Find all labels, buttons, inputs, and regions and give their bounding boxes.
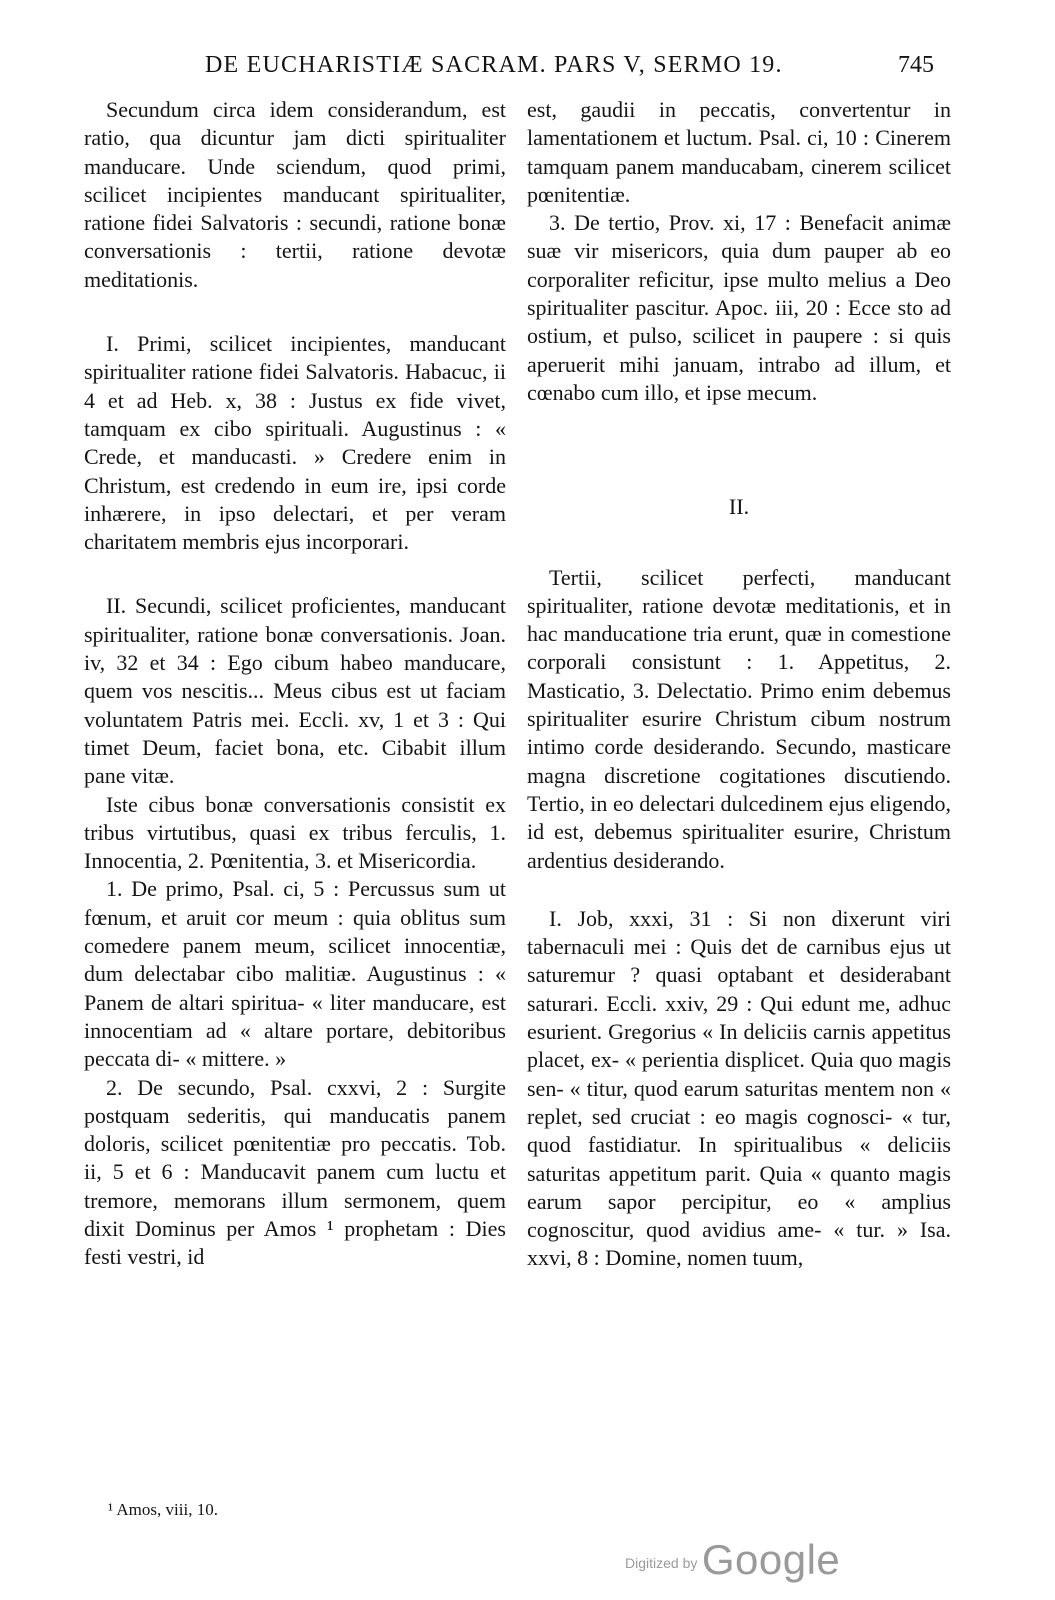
- paragraph: Secundum circa idem considerandum, est ratio, qua dicuntur jam dicti spiritualiter manducare. Unde sciendum, quod primi, scilicet incipientes manducant spiritualiter, ratione fidei Salvatoris : secundi, ratione bonæ conversationis : tertii, ratione devotæ meditationis.: [84, 97, 506, 292]
- left-column: [84, 96, 506, 1272]
- section-heading: II.: [728, 494, 750, 520]
- paragraph: Iste cibus bonæ conversationis consistit ex tribus virtutibus, quasi ex tribus ferculis, 1. Innocentia, 2. Pœnitentia, 3. et Misericordia.: [84, 791, 506, 874]
- paragraph: est, gaudii in peccatis, convertentur in lamentationem et luctum. Psal. ci, 10 : Cinerem tamquam panem manducabam, cinerem scilicet pœnitentiæ.: [527, 97, 951, 207]
- paragraph: I. Primi, scilicet incipientes, manducant spiritualiter ratione fidei Salvatoris. Habacuc, ii 4 et ad Heb. x, 38 : Justus ex fide vivet, tamquam ex cibo spirituali. Augustinus : « Crede, et manducasti. » Credere enim in Christum, est credendo in eum ire, ipsi corde inhærere, in ipso delectari, et per veram charitatem membris ejus incorporari.: [84, 331, 506, 555]
- digitized-by-watermark: [625, 1536, 840, 1584]
- paragraph: 1. De primo, Psal. ci, 5 : Percussus sum ut fœnum, et aruit cor meum : quia oblitus sum comedere panem meum, scilicet innocentiæ, dum delectabar cibo malitiæ. Augustinus : « Panem de altari spiritua- « liter manducare, est innocentiam ad « altare portare, debitoribus peccata di- « mittere. »: [84, 876, 506, 1072]
- paragraph: 2. De secundo, Psal. cxxvi, 2 : Surgite postquam sederitis, qui manducatis panem doloris, scilicet pœnitentiæ pro peccatis. Tob. ii, 5 et 6 : Manducavit panem cum luctu et tremore, memorans illum sermonem, quem dixit Dominus per Amos ¹ prophetam : Dies festi vestri, id: [84, 1074, 506, 1270]
- paragraph: Tertii, scilicet perfecti, manducant spiritualiter, ratione devotæ meditationis, et in hac manducatione tria erunt, quæ in comestione corporali consistunt : 1. Appetitus, 2. Masticatio, 3. Delectatio. Primo enim debemus spiritualiter esurire Christum cibum nostrum intimo corde desiderando. Secundo, masticare magna discretione cogitationes discutiendo. Tertio, in eo delectari dulcedinem ejus eligendo, id est, debemus spiritualiter esurire, Christum ardentius desiderando.: [527, 564, 951, 873]
- watermark-prefix: Digitized by: [625, 1555, 698, 1571]
- running-title: DE EUCHARISTIÆ SACRAM. PARS V, SERMO 19.: [205, 52, 783, 78]
- paragraph: I. Job, xxxi, 31 : Si non dixerunt viri tabernaculi mei : Quis det de carnibus ejus ut saturemur ? quasi optabant et desiderabant saturari. Eccli. xxiv, 29 : Qui edunt me, adhuc esurient. Gregorius « In deliciis carnis appetitus placet, ex- « perientia displicet. Quia quo magis sen- « titur, quod earum saturitas mentem non « replet, sed cruciat : eo magis cognosci- « tur, quod fastidiatur. In spiritualibus « deliciis saturitas appetitum parit. Quia « quanto magis earum sapor percipitur, eo « amplius cognoscitur, quod avidius ame- « tur. » Isa. xxvi, 8 : Domine, nomen tuum,: [527, 905, 951, 1271]
- google-logo: Google: [701, 1536, 841, 1583]
- footnote: ¹ Amos, viii, 10.: [108, 1500, 218, 1519]
- paragraph: II. Secundi, scilicet proficientes, manducant spiritualiter, ratione bonæ conversationis. Joan. iv, 32 et 34 : Ego cibum habeo manducare, quem vos nescitis... Meus cibus est ut faciam voluntatem Patris mei. Eccli. xv, 1 et 3 : Qui timet Deum, faciet bona, etc. Cibabit illum pane vitæ.: [84, 593, 506, 789]
- running-head: [0, 50, 1055, 86]
- page-number: 745: [898, 52, 934, 78]
- paragraph: 3. De tertio, Prov. xi, 17 : Benefacit animæ suæ vir misericors, quia dum pauper ab eo corporaliter reficitur, ipse multo melius a Deo spiritualiter pascitur. Apoc. iii, 20 : Ecce sto ad ostium, et pulso, scilicet in paupere : si quis aperuerit mihi januam, intrabo ad illum, et cœnabo cum illo, et ipse mecum.: [527, 210, 951, 405]
- right-column: [527, 96, 951, 1273]
